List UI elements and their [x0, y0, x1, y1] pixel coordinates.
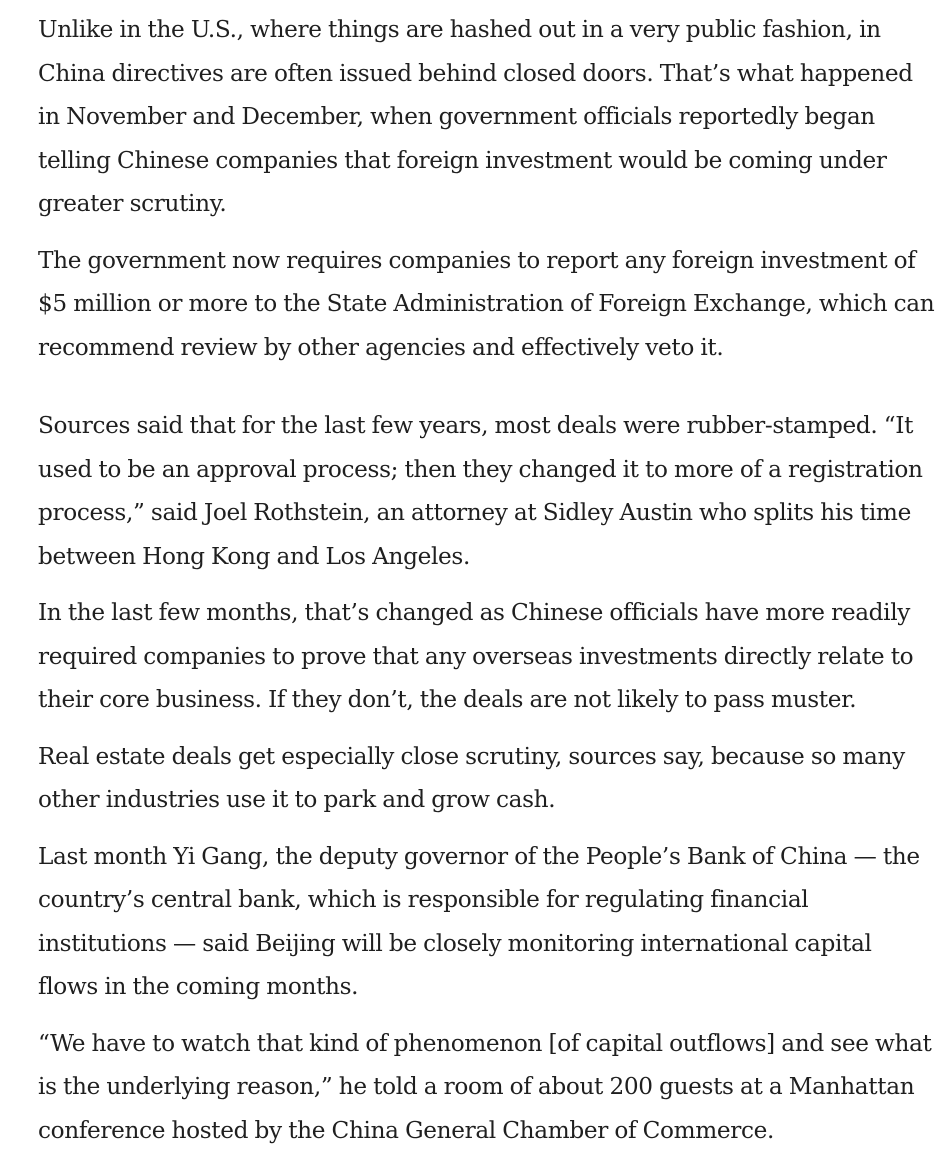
article-paragraph: Unlike in the U.S., where things are hashed out in a very public fashion, in China directives are often issued behind closed doors. That’s what happened in November and December, when government officials reportedly began telling Chinese companies that foreign investment would be coming under greater scrutiny. — [38, 16, 913, 217]
article-paragraph: In the last few months, that’s changed as Chinese officials have more readily required companies to prove that any overseas investments directly relate to their core business. If they don’t, the deals are not likely to pass muster. — [38, 599, 914, 713]
article-paragraph: The government now requires companies to report any foreign investment of $5 million or more to the State Administration of Foreign Exchange, which can recommend review by other agencies and effectively veto it. — [38, 246, 935, 361]
article-body — [38, 8, 936, 1152]
article-paragraph: Real estate deals get especially close scrutiny, sources say, because so many other industries use it to park and grow cash. — [38, 742, 905, 813]
article-paragraph: “We have to watch that kind of phenomenon [of capital outflows] and see what is the underlying reason,” he told a room of about 200 guests at a Manhattan conference hosted by the China General Chamber of Commerce. — [38, 1029, 932, 1144]
article-paragraph: Last month Yi Gang, the deputy governor of the People’s Bank of China — the country’s central bank, which is responsible for regulating financial institutions — said Beijing will be closely monitoring international capital flows in the coming months. — [38, 842, 920, 1000]
article-paragraph: Sources said that for the last few years, most deals were rubber-stamped. “It used to be an approval process; then they changed it to more of a registration process,” said Joel Rothstein, an attorney at Sidley Austin who splits his time between Hong Kong and Los Angeles. — [38, 412, 923, 570]
